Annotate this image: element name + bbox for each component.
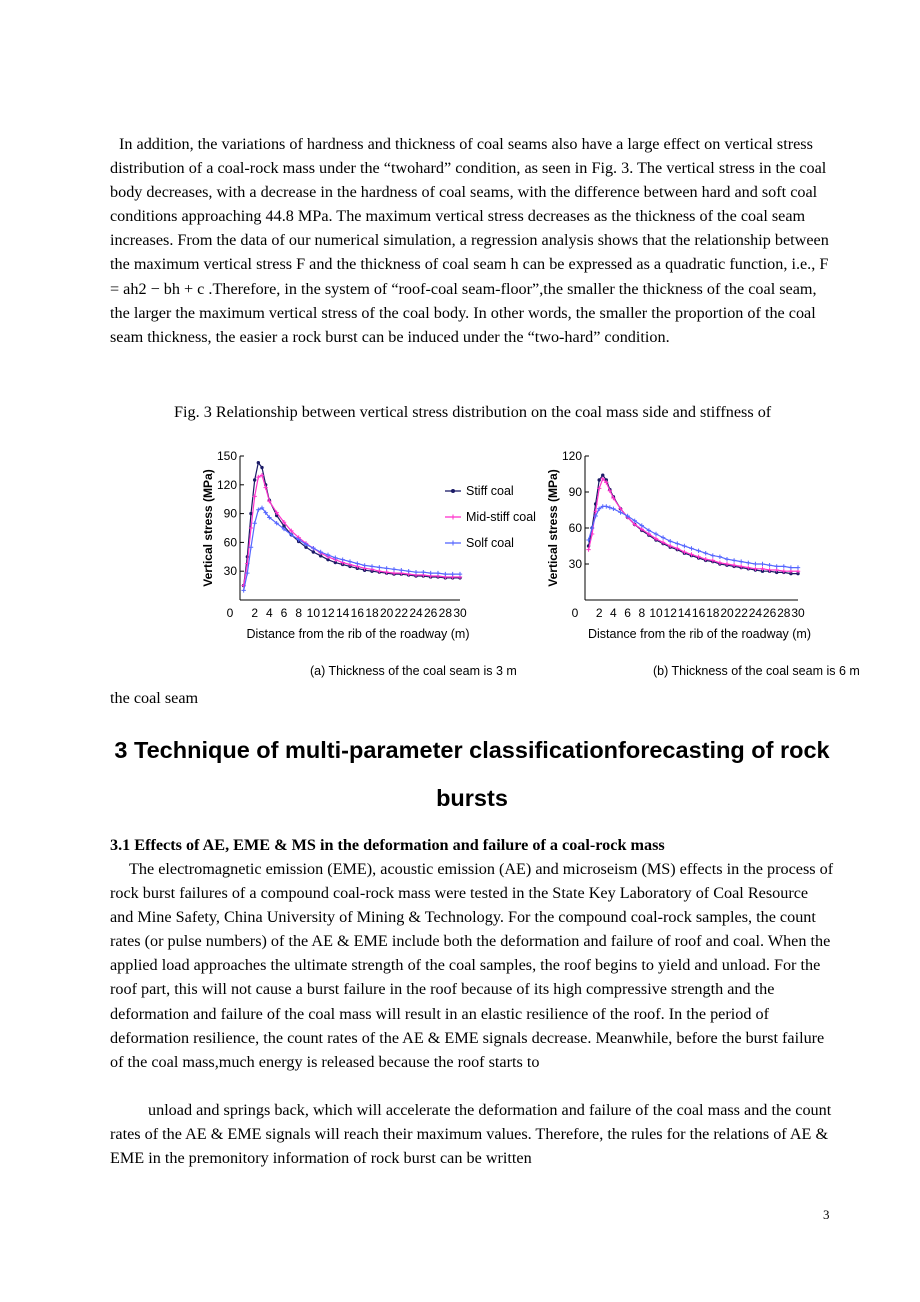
x-tick-label: 16 bbox=[691, 606, 706, 620]
x-tick-label: 10 bbox=[306, 606, 321, 620]
figure-caption-continued: the coal seam bbox=[110, 689, 199, 707]
legend-label: Mid-stiff coal bbox=[466, 510, 536, 524]
x-tick-label: 30 bbox=[453, 606, 467, 620]
data-point bbox=[414, 570, 418, 574]
data-point bbox=[257, 461, 260, 464]
data-point bbox=[704, 551, 708, 555]
page-number: 3 bbox=[823, 1207, 830, 1222]
x-tick-label: 14 bbox=[677, 606, 692, 620]
data-point bbox=[696, 549, 700, 553]
data-point bbox=[399, 568, 403, 572]
series-line-0 bbox=[589, 475, 798, 573]
series-line-1 bbox=[589, 479, 798, 571]
x-tick-label: 22 bbox=[394, 606, 409, 620]
data-point bbox=[443, 572, 447, 576]
x-tick-label: 2 bbox=[251, 606, 259, 620]
data-point bbox=[767, 563, 771, 567]
x-tick-label: 26 bbox=[423, 606, 438, 620]
series-line-2 bbox=[244, 508, 460, 591]
data-point bbox=[252, 521, 256, 525]
data-point bbox=[355, 561, 359, 565]
y-axis-label: Vertical stress (MPa) bbox=[201, 469, 215, 587]
data-point bbox=[732, 558, 736, 562]
data-point bbox=[598, 478, 601, 481]
chart-b bbox=[546, 449, 860, 678]
data-point bbox=[428, 571, 432, 575]
figure-3 bbox=[190, 438, 860, 688]
data-point bbox=[241, 588, 245, 592]
data-point bbox=[675, 541, 679, 545]
x-tick-label: 0 bbox=[571, 606, 579, 620]
x-axis-label: Distance from the rib of the roadway (m) bbox=[246, 627, 470, 641]
x-tick-label: 24 bbox=[748, 606, 763, 620]
data-point bbox=[406, 569, 410, 573]
x-tick-label: 12 bbox=[321, 606, 335, 620]
legend-label: Stiff coal bbox=[466, 484, 514, 498]
x-tick-label: 0 bbox=[226, 606, 234, 620]
data-point bbox=[654, 532, 658, 536]
data-point bbox=[260, 466, 263, 469]
data-point bbox=[739, 559, 743, 563]
data-point bbox=[711, 553, 715, 557]
x-tick-label: 12 bbox=[663, 606, 677, 620]
data-point bbox=[370, 564, 374, 568]
data-point bbox=[661, 535, 665, 539]
y-axis-label: Vertical stress (MPa) bbox=[546, 469, 560, 587]
y-tick-label: 120 bbox=[561, 449, 582, 463]
data-point bbox=[753, 562, 757, 566]
x-tick-label: 4 bbox=[265, 606, 273, 620]
data-point bbox=[796, 565, 800, 569]
data-point bbox=[458, 572, 462, 576]
x-tick-label: 6 bbox=[280, 606, 288, 620]
x-tick-label: 20 bbox=[379, 606, 394, 620]
data-point bbox=[782, 564, 786, 568]
data-point bbox=[312, 550, 315, 553]
y-tick-label: 30 bbox=[568, 557, 582, 571]
paragraph-effects: The electromagnetic emission (EME), acoustic emission (AE) and microseism (MS) effects in the process of rock burst failures of a compound coal-rock mass were tested in the State Key Laboratory of Coal Resource and Mine Safety, China University of Mining & Technology. For the compound coal-rock samples, the count rates (or pulse numbers) of the AE & EME include both the deformation and failure of roof and coal. When the applied load approaches the ultimate strength of the coal samples, the roof begins to yield and unload. For the roof part, this will not cause a burst failure in the roof because of its high compressive strength and the deformation and failure of the coal mass will result in an elastic resilience of the roof. In the period of deformation resilience, the count rates of the AE & EME signals decrease. Meanwhile, before the burst failure of the coal mass,much energy is released because the roof starts to bbox=[110, 860, 834, 1071]
chart-caption: (b) Thickness of the coal seam is 6 m bbox=[653, 664, 860, 678]
x-tick-label: 28 bbox=[777, 606, 791, 620]
data-point bbox=[746, 561, 750, 565]
series-line-0 bbox=[244, 463, 460, 586]
series-line-2 bbox=[589, 506, 798, 567]
data-point bbox=[253, 478, 256, 481]
y-tick-label: 120 bbox=[216, 477, 237, 492]
x-tick-label: 20 bbox=[720, 606, 734, 620]
x-tick-label: 4 bbox=[610, 606, 617, 620]
x-tick-label: 6 bbox=[624, 606, 631, 620]
data-point bbox=[348, 559, 352, 563]
legend-label: Solf coal bbox=[466, 536, 514, 550]
section-title: 3 Technique of multi-parameter classificationforecasting of rock bursts bbox=[114, 737, 830, 811]
x-tick-label: 22 bbox=[734, 606, 748, 620]
series-line-1 bbox=[244, 475, 460, 585]
data-point bbox=[384, 566, 388, 570]
y-tick-label: 60 bbox=[568, 521, 582, 535]
y-tick-label: 90 bbox=[223, 506, 237, 521]
data-point bbox=[789, 565, 793, 569]
y-tick-label: 30 bbox=[223, 564, 237, 579]
paragraph-intro: In addition, the variations of hardness and thickness of coal seams also have a large effect on vertical stress distribution of a coal-rock mass under the “twohard” condition, as seen in Fig. 3. The vertical stress in the coal body decreases, with a decrease in the hardness of coal seams, with the difference between hard and soft coal conditions approaching 44.8 MPa. The maximum vertical stress decreases as the thickness of the coal seam increases. From the data of our numerical simulation, a regression analysis shows that the relationship between the maximum vertical stress F and the thickness of coal seam h can be expressed as a quadratic function, i.e., F = ah2 − bh + c .Therefore, in the system of “roof-coal seam-floor”,the smaller the thickness of the coal seam, the larger the maximum vertical stress of the coal body. In other words, the smaller the proportion of the coal seam thickness, the easier a rock burst can be induced under the “two-hard” condition. bbox=[110, 135, 829, 346]
legend-marker bbox=[451, 489, 455, 493]
legend-marker bbox=[451, 541, 456, 546]
data-point bbox=[601, 474, 604, 477]
data-point bbox=[377, 565, 381, 569]
data-point bbox=[362, 563, 366, 567]
data-point bbox=[340, 557, 344, 561]
chart-a bbox=[201, 449, 536, 678]
data-point bbox=[689, 546, 693, 550]
data-point bbox=[436, 571, 440, 575]
x-tick-label: 18 bbox=[365, 606, 379, 620]
x-tick-label: 26 bbox=[762, 606, 777, 620]
x-tick-label: 16 bbox=[350, 606, 365, 620]
data-point bbox=[725, 557, 729, 561]
x-tick-label: 10 bbox=[649, 606, 663, 620]
x-axis-label: Distance from the rib of the roadway (m) bbox=[588, 627, 811, 641]
data-point bbox=[450, 572, 454, 576]
paragraph-continued: unload and springs back, which will accelerate the deformation and failure of the coal mass and the count rates of the AE & EME signals will reach their maximum values. Therefore, the rules for the relations of AE & EME in the premonitory information of rock burst can be written bbox=[110, 1101, 832, 1168]
data-point bbox=[668, 539, 672, 543]
legend-marker bbox=[451, 515, 456, 520]
data-point bbox=[718, 555, 722, 559]
y-tick-label: 60 bbox=[223, 535, 237, 550]
figure-caption: Fig. 3 Relationship between vertical stress distribution on the coal mass side and stiffness of bbox=[174, 403, 772, 421]
data-point bbox=[586, 547, 590, 551]
x-tick-label: 2 bbox=[595, 606, 603, 620]
chart-caption: (a) Thickness of the coal seam is 3 m bbox=[310, 664, 517, 678]
data-point bbox=[682, 544, 686, 548]
x-tick-label: 8 bbox=[638, 606, 646, 620]
data-point bbox=[392, 567, 396, 571]
x-tick-label: 24 bbox=[409, 606, 423, 620]
x-tick-label: 14 bbox=[335, 606, 350, 620]
y-tick-label: 150 bbox=[216, 449, 237, 463]
data-point bbox=[775, 564, 779, 568]
x-tick-label: 18 bbox=[706, 606, 720, 620]
data-point bbox=[760, 562, 764, 566]
x-tick-label: 30 bbox=[791, 606, 805, 620]
y-tick-label: 90 bbox=[568, 485, 582, 499]
x-tick-label: 28 bbox=[438, 606, 453, 620]
data-point bbox=[421, 570, 425, 574]
subsection-title: 3.1 Effects of AE, EME & MS in the deformation and failure of a coal-rock mass bbox=[110, 836, 665, 854]
x-tick-label: 8 bbox=[295, 606, 303, 620]
